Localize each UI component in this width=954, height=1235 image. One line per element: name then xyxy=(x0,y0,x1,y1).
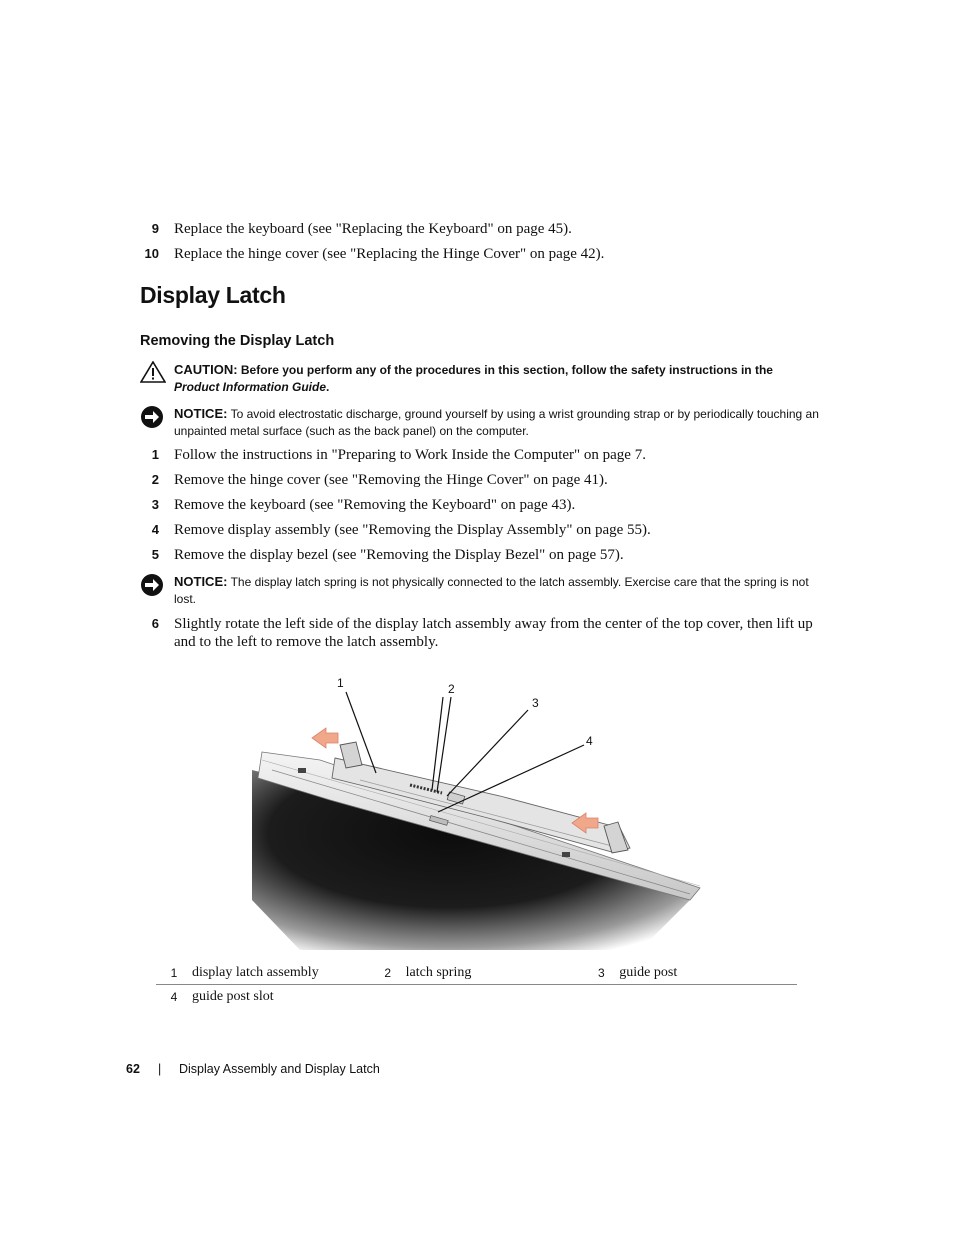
product-guide-title: Product Information Guide xyxy=(174,380,326,394)
page-number: 62 xyxy=(126,1062,140,1076)
legend-number: 4 xyxy=(170,989,178,1004)
step-number: 3 xyxy=(151,497,159,512)
caution-label: CAUTION: xyxy=(174,362,238,377)
step-text: Remove display assembly (see "Removing the Display Assembly" on page 55). xyxy=(174,522,651,538)
step-number: 5 xyxy=(151,547,159,562)
step-text: Remove the hinge cover (see "Removing the Hinge Cover" on page 41). xyxy=(174,472,608,488)
left-arrow-icon xyxy=(312,728,338,748)
table-row xyxy=(156,961,797,985)
step-text: Replace the hinge cover (see "Replacing the Hinge Cover" on page 42). xyxy=(174,246,605,262)
chapter-title: Display Assembly and Display Latch xyxy=(179,1062,380,1076)
step-text: Replace the keyboard (see "Replacing the Keyboard" on page 45). xyxy=(174,221,572,237)
legend-number: 1 xyxy=(156,961,192,985)
notice-label: NOTICE: xyxy=(174,574,228,589)
callout-3: 3 xyxy=(532,696,539,710)
step-number: 10 xyxy=(144,246,159,261)
step-number: 9 xyxy=(151,221,159,236)
leader-line-2-a xyxy=(432,697,443,790)
step-number: 1 xyxy=(151,447,159,462)
callout-1: 1 xyxy=(337,676,344,690)
caution-text: Before you perform any of the procedures in this section, follow the safety instructions in the xyxy=(240,363,773,377)
legend-text: guide post xyxy=(619,961,797,985)
frame-tab xyxy=(562,852,570,857)
legend-text: latch spring xyxy=(406,961,584,985)
step-text: Slightly rotate the left side of the display latch assembly away from the center of the top cover, then lift up and to the left to remove the latch assembly. xyxy=(174,616,813,650)
legend-text: display latch assembly xyxy=(192,961,370,985)
legend-number: 2 xyxy=(370,961,406,985)
step-text: Follow the instructions in "Preparing to Work Inside the Computer" on page 7. xyxy=(174,447,646,463)
step-number: 2 xyxy=(151,472,159,487)
step-number: 4 xyxy=(151,522,159,537)
legend-text: guide post slot xyxy=(191,988,274,1004)
notice-label: NOTICE: xyxy=(174,406,228,421)
notice-text: The display latch spring is not physically connected to the latch assembly. Exercise care that the spring is not lost. xyxy=(174,575,809,606)
notice-text: To avoid electrostatic discharge, ground yourself by using a wrist grounding strap or by periodically touching an unpainted metal surface (such as the back panel) on the computer. xyxy=(174,407,819,438)
section-title: Display Latch xyxy=(140,282,286,308)
step-text: Remove the keyboard (see "Removing the Keyboard" on page 43). xyxy=(174,497,576,513)
leader-line-2-b xyxy=(437,697,451,792)
callout-4: 4 xyxy=(586,734,593,748)
footer-separator: | xyxy=(158,1062,162,1076)
legend-number: 3 xyxy=(583,961,619,985)
subsection-title: Removing the Display Latch xyxy=(140,333,335,349)
leader-line-3 xyxy=(447,710,528,796)
step-number: 6 xyxy=(151,616,159,631)
callout-2: 2 xyxy=(448,682,455,696)
caution-end: . xyxy=(326,380,330,394)
callout-legend-table xyxy=(156,961,797,1008)
step-text: Remove the display bezel (see "Removing the Display Bezel" on page 57). xyxy=(174,547,624,563)
table-row xyxy=(156,985,797,1009)
frame-tab xyxy=(298,768,306,773)
